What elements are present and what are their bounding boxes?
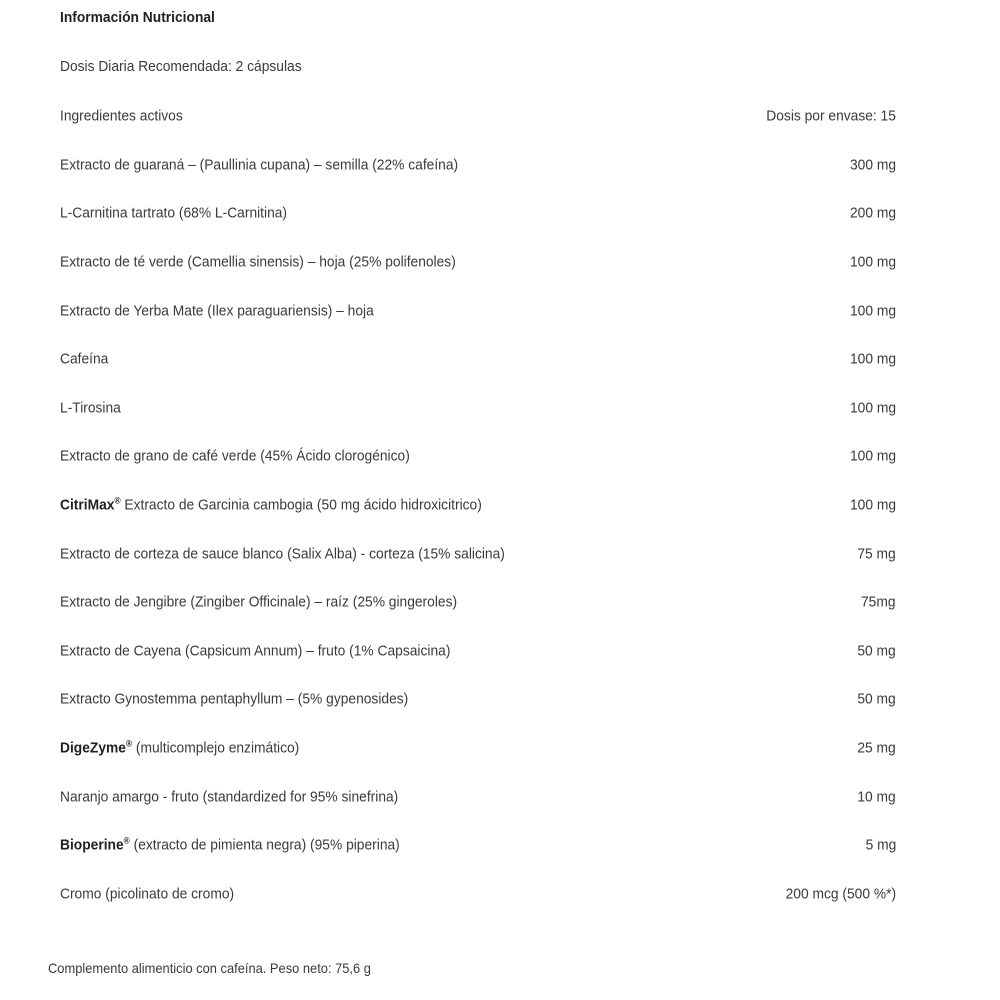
ingredient-amount: 50 mg (857, 690, 896, 708)
ingredient-text: Extracto de corteza de sauce blanco (Salix Alba) - corteza (15% salicina) (60, 545, 505, 563)
ingredient-name (60, 545, 505, 562)
ingredient-amount: 5 mg (865, 836, 896, 854)
column-header-dose: Dosis por envase: 15 (766, 107, 896, 125)
ingredient-name (60, 254, 456, 271)
footer-text: Complemento alimenticio con cafeína. Peso neto: 75,6 g (48, 960, 371, 976)
ingredient-text: Extracto de Garcinia cambogia (50 mg ácido hidroxicitrico) (120, 496, 482, 514)
table-row (0, 627, 1000, 676)
ingredient-text: Extracto de té verde (Camellia sinensis) – hoja (25% polifenoles) (60, 253, 456, 271)
ingredient-amount: 100 mg (849, 253, 896, 271)
ingredient-amount: 75 mg (857, 545, 896, 563)
ingredients-table (0, 92, 1000, 918)
ingredient-amount: 300 mg (849, 156, 896, 174)
table-row (0, 675, 1000, 724)
brand-name: DigeZyme (60, 739, 126, 757)
ingredient-text: Cafeína (60, 350, 109, 368)
table-row (0, 432, 1000, 481)
ingredient-text: Extracto de guaraná – (Paullinia cupana) – semilla (22% cafeína) (60, 156, 459, 174)
table-row (0, 578, 1000, 627)
ingredient-amount: 100 mg (849, 350, 896, 368)
table-header-row (0, 92, 1000, 141)
ingredient-amount: 100 mg (849, 302, 896, 320)
ingredient-name (60, 885, 234, 902)
table-row (0, 384, 1000, 433)
ingredient-text: L-Tirosina (60, 399, 121, 417)
ingredient-amount: 10 mg (857, 788, 896, 806)
column-header-ingredients: Ingredientes activos (60, 107, 183, 125)
table-row (0, 821, 1000, 870)
ingredient-amount: 100 mg (849, 399, 896, 417)
ingredient-name (60, 302, 374, 319)
ingredient-amount: 25 mg (857, 739, 896, 757)
ingredient-text: Cromo (picolinato de cromo) (60, 885, 235, 903)
ingredient-amount: 200 mcg (500 %*) (785, 885, 896, 903)
ingredient-text: Extracto de Cayena (Capsicum Annum) – fruto (1% Capsaicina) (60, 642, 451, 660)
table-row (0, 286, 1000, 335)
ingredient-name (60, 740, 299, 757)
table-row (0, 772, 1000, 821)
ingredient-name (60, 837, 400, 854)
ingredient-text: L-Carnitina tartrato (68% L-Carnitina) (60, 204, 288, 222)
brand-name: Bioperine (60, 836, 124, 854)
ingredient-name (60, 156, 458, 173)
table-row (0, 141, 1000, 190)
table-row (0, 335, 1000, 384)
ingredient-name (60, 448, 410, 465)
ingredient-name (60, 497, 482, 514)
ingredient-amount: 75mg (861, 593, 896, 611)
table-row (0, 724, 1000, 773)
table-row (0, 481, 1000, 530)
ingredient-name (60, 399, 121, 416)
table-row (0, 529, 1000, 578)
table-row (0, 870, 1000, 919)
table-row (0, 238, 1000, 287)
ingredient-amount: 50 mg (857, 642, 896, 660)
ingredient-text: Extracto de Jengibre (Zingiber Officinale) – raíz (25% gingeroles) (60, 593, 458, 611)
ingredient-text: Extracto Gynostemma pentaphyllum – (5% gypenosides) (60, 690, 409, 708)
ingredient-name (60, 351, 108, 368)
ingredient-text: (extracto de pimienta negra) (95% piperina) (129, 836, 400, 854)
ingredient-text: Extracto de Yerba Mate (Ilex paraguariensis) – hoja (60, 302, 374, 320)
ingredient-amount: 100 mg (849, 496, 896, 514)
ingredient-name (60, 788, 398, 805)
registered-mark: ® (114, 495, 121, 506)
ingredient-text: Naranjo amargo - fruto (standardized for 95% sinefrina) (60, 788, 399, 806)
ingredient-name (60, 642, 450, 659)
page-title: Información Nutricional (60, 9, 215, 26)
table-row (0, 189, 1000, 238)
brand-name: CitriMax (60, 496, 115, 514)
registered-mark: ® (125, 738, 133, 749)
ingredient-name (60, 691, 408, 708)
ingredient-amount: 100 mg (849, 447, 896, 465)
ingredient-text: (multicomplejo enzimático) (132, 739, 300, 757)
registered-mark: ® (123, 835, 130, 846)
daily-dose-text: Dosis Diaria Recomendada: 2 cápsulas (60, 58, 302, 75)
ingredient-name (60, 205, 287, 222)
ingredient-name (60, 594, 457, 611)
ingredient-text: Extracto de grano de café verde (45% Ácido clorogénico) (60, 447, 410, 465)
ingredient-amount: 200 mg (849, 204, 896, 222)
